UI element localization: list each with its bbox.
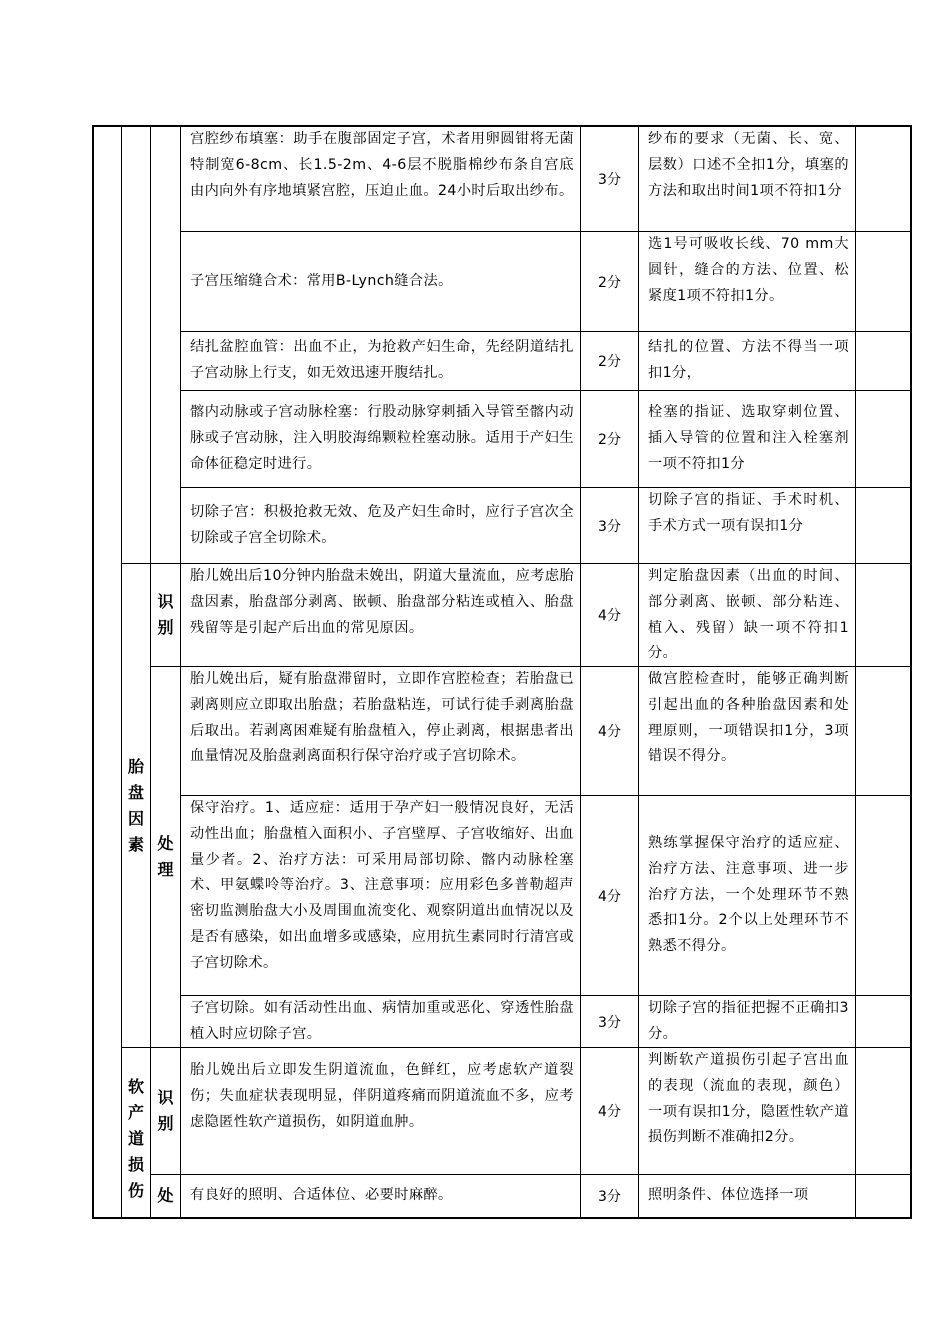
row-content: 胎儿娩出后10分钟内胎盘未娩出，阴道大量流血，应考虑胎盘因素，胎盘部分剥离、嵌顿、胎盘部分粘连或植入、胎盘残留等是引起产后出血的常见原因。 — [190, 568, 574, 636]
row-content: 保守治疗。1、适应症：适用于孕产妇一般情况良好，无活动性出血；胎盘植入面积小、子宫壁厚、子宫收缩好、出血量少者。2、治疗方法：可采用局部切除、髂内动脉栓塞术、甲氨蝶呤等治疗。3、注意事项：应用彩色多普勒超声密切监测胎盘大小及周围血流变化、观察阴道出血情况以及是否有感染，如出血增多或感染，应用抗生素同时行清宫或子宫切除术。 — [190, 800, 574, 971]
row-criteria: 做宫腔检查时，能够正确判断引起出血的各种胎盘因素和处理原则，一项错误扣1分，3项错误不得分。 — [648, 671, 849, 765]
row-score: 4分 — [598, 724, 621, 740]
table-border-right — [910, 125, 912, 1219]
row-divider — [150, 1174, 912, 1175]
row-score: 3分 — [598, 1189, 621, 1205]
row-score: 3分 — [598, 172, 621, 188]
row-content: 有良好的照明、合适体位、必要时麻醉。 — [190, 1187, 453, 1203]
row-score: 4分 — [598, 1104, 621, 1120]
col-divider — [150, 125, 151, 563]
subcategory-treat-label: 处 — [157, 1186, 174, 1205]
row-content: 子宫切除。如有活动性出血、病情加重或恶化、穿透性胎盘植入时应切除子宫。 — [190, 1000, 574, 1042]
row-criteria: 纱布的要求（无菌、长、宽、层数）口述不全扣1分，填塞的方法和取出时间1项不符扣1分 — [648, 131, 849, 199]
row-criteria: 熟练掌握保守治疗的适应症、治疗方法、注意事项、进一步治疗方法，一个处理环节不熟悉扣1分。2个以上处理环节不熟悉不得分。 — [648, 835, 849, 955]
row-content: 宫腔纱布填塞：助手在腹部固定子宫，术者用卵圆钳将无菌特制宽6-8cm、长1.5-2m、4-6层不脱脂棉纱布条自宫底由内向外有序地填紧宫腔，压迫止血。24小时后取出纱布。 — [190, 131, 574, 199]
subcategory-identify-label: 识 别 — [157, 592, 174, 637]
row-content: 子宫压缩缝合术：常用B-Lynch缝合法。 — [190, 272, 453, 289]
row-content: 切除子宫：积极抢救无效、危及产妇生命时，应行子宫次全切除或子宫全切除术。 — [190, 503, 574, 546]
row-criteria: 切除子宫的指征把握不正确扣3分。 — [648, 1000, 849, 1042]
row-criteria: 结扎的位置、方法不得当一项扣1分， — [648, 339, 849, 381]
subcategory-treat-label: 处 理 — [157, 834, 174, 879]
row-score: 3分 — [598, 518, 621, 535]
row-content: 胎儿娩出后立即发生阴道流血，色鲜红，应考虑软产道裂伤；失血症状表现明显，伴阴道疼痛而阴道流血不多，应考虑隐匿性软产道损伤，如阴道血肿。 — [190, 1062, 574, 1130]
row-score: 2分 — [598, 274, 621, 291]
row-score: 3分 — [598, 1014, 621, 1031]
row-criteria: 判定胎盘因素（出血的时间、部分剥离、嵌顿、部分粘连、植入、残留）缺一项不符扣1分。 — [648, 568, 849, 662]
row-content: 髂内动脉或子宫动脉栓塞：行股动脉穿刺插入导管至髂内动脉或子宫动脉，注入明胶海绵颗粒栓塞动脉。适用于产妇生命体征稳定时进行。 — [190, 404, 574, 472]
row-score: 2分 — [598, 432, 621, 448]
row-score: 4分 — [598, 888, 621, 905]
subcategory-identify-label: 识 别 — [157, 1088, 174, 1133]
row-content: 胎儿娩出后，疑有胎盘滞留时，立即作宫腔检查；若胎盘已剥离则应立即取出胎盘；若胎盘粘连，可试行徒手剥离胎盘后取出。若剥离困难疑有胎盘植入，停止剥离，根据患者出血量情况及胎盘剥离面积行保守治疗或子宫切除术。 — [190, 671, 574, 765]
row-score: 4分 — [598, 608, 621, 624]
row-score: 2分 — [598, 354, 621, 370]
row-criteria: 栓塞的指证、选取穿刺位置、插入导管的位置和注入栓塞剂一项不符扣1分 — [648, 404, 849, 472]
table-border-bottom — [92, 1217, 912, 1219]
row-criteria: 选1号可吸收长线、70 mm大圆针，缝合的方法、位置、松紧度1项不符扣1分。 — [648, 236, 849, 304]
row-divider — [180, 390, 912, 391]
category-soft-canal-label: 软 产 道 损 伤 — [127, 1077, 144, 1200]
row-criteria: 判断软产道损伤引起子宫出血的表现（流血的表现，颜色）一项有误扣1分，隐匿性软产道损伤判断不准确扣2分。 — [648, 1052, 849, 1146]
row-divider — [180, 331, 912, 332]
row-content: 结扎盆腔血管：出血不止，为抢救产妇生命，先经阴道结扎子宫动脉上行支，如无效迅速开腹结扎。 — [190, 339, 574, 381]
category-placenta-label: 胎 盘 因 素 — [127, 756, 144, 854]
row-criteria: 切除子宫的指证、手术时机、手术方式一项有误扣1分 — [648, 492, 849, 534]
row-criteria: 照明条件、体位选择一项 — [648, 1187, 809, 1203]
col-divider — [855, 125, 856, 1219]
table-border-left — [92, 125, 94, 1219]
